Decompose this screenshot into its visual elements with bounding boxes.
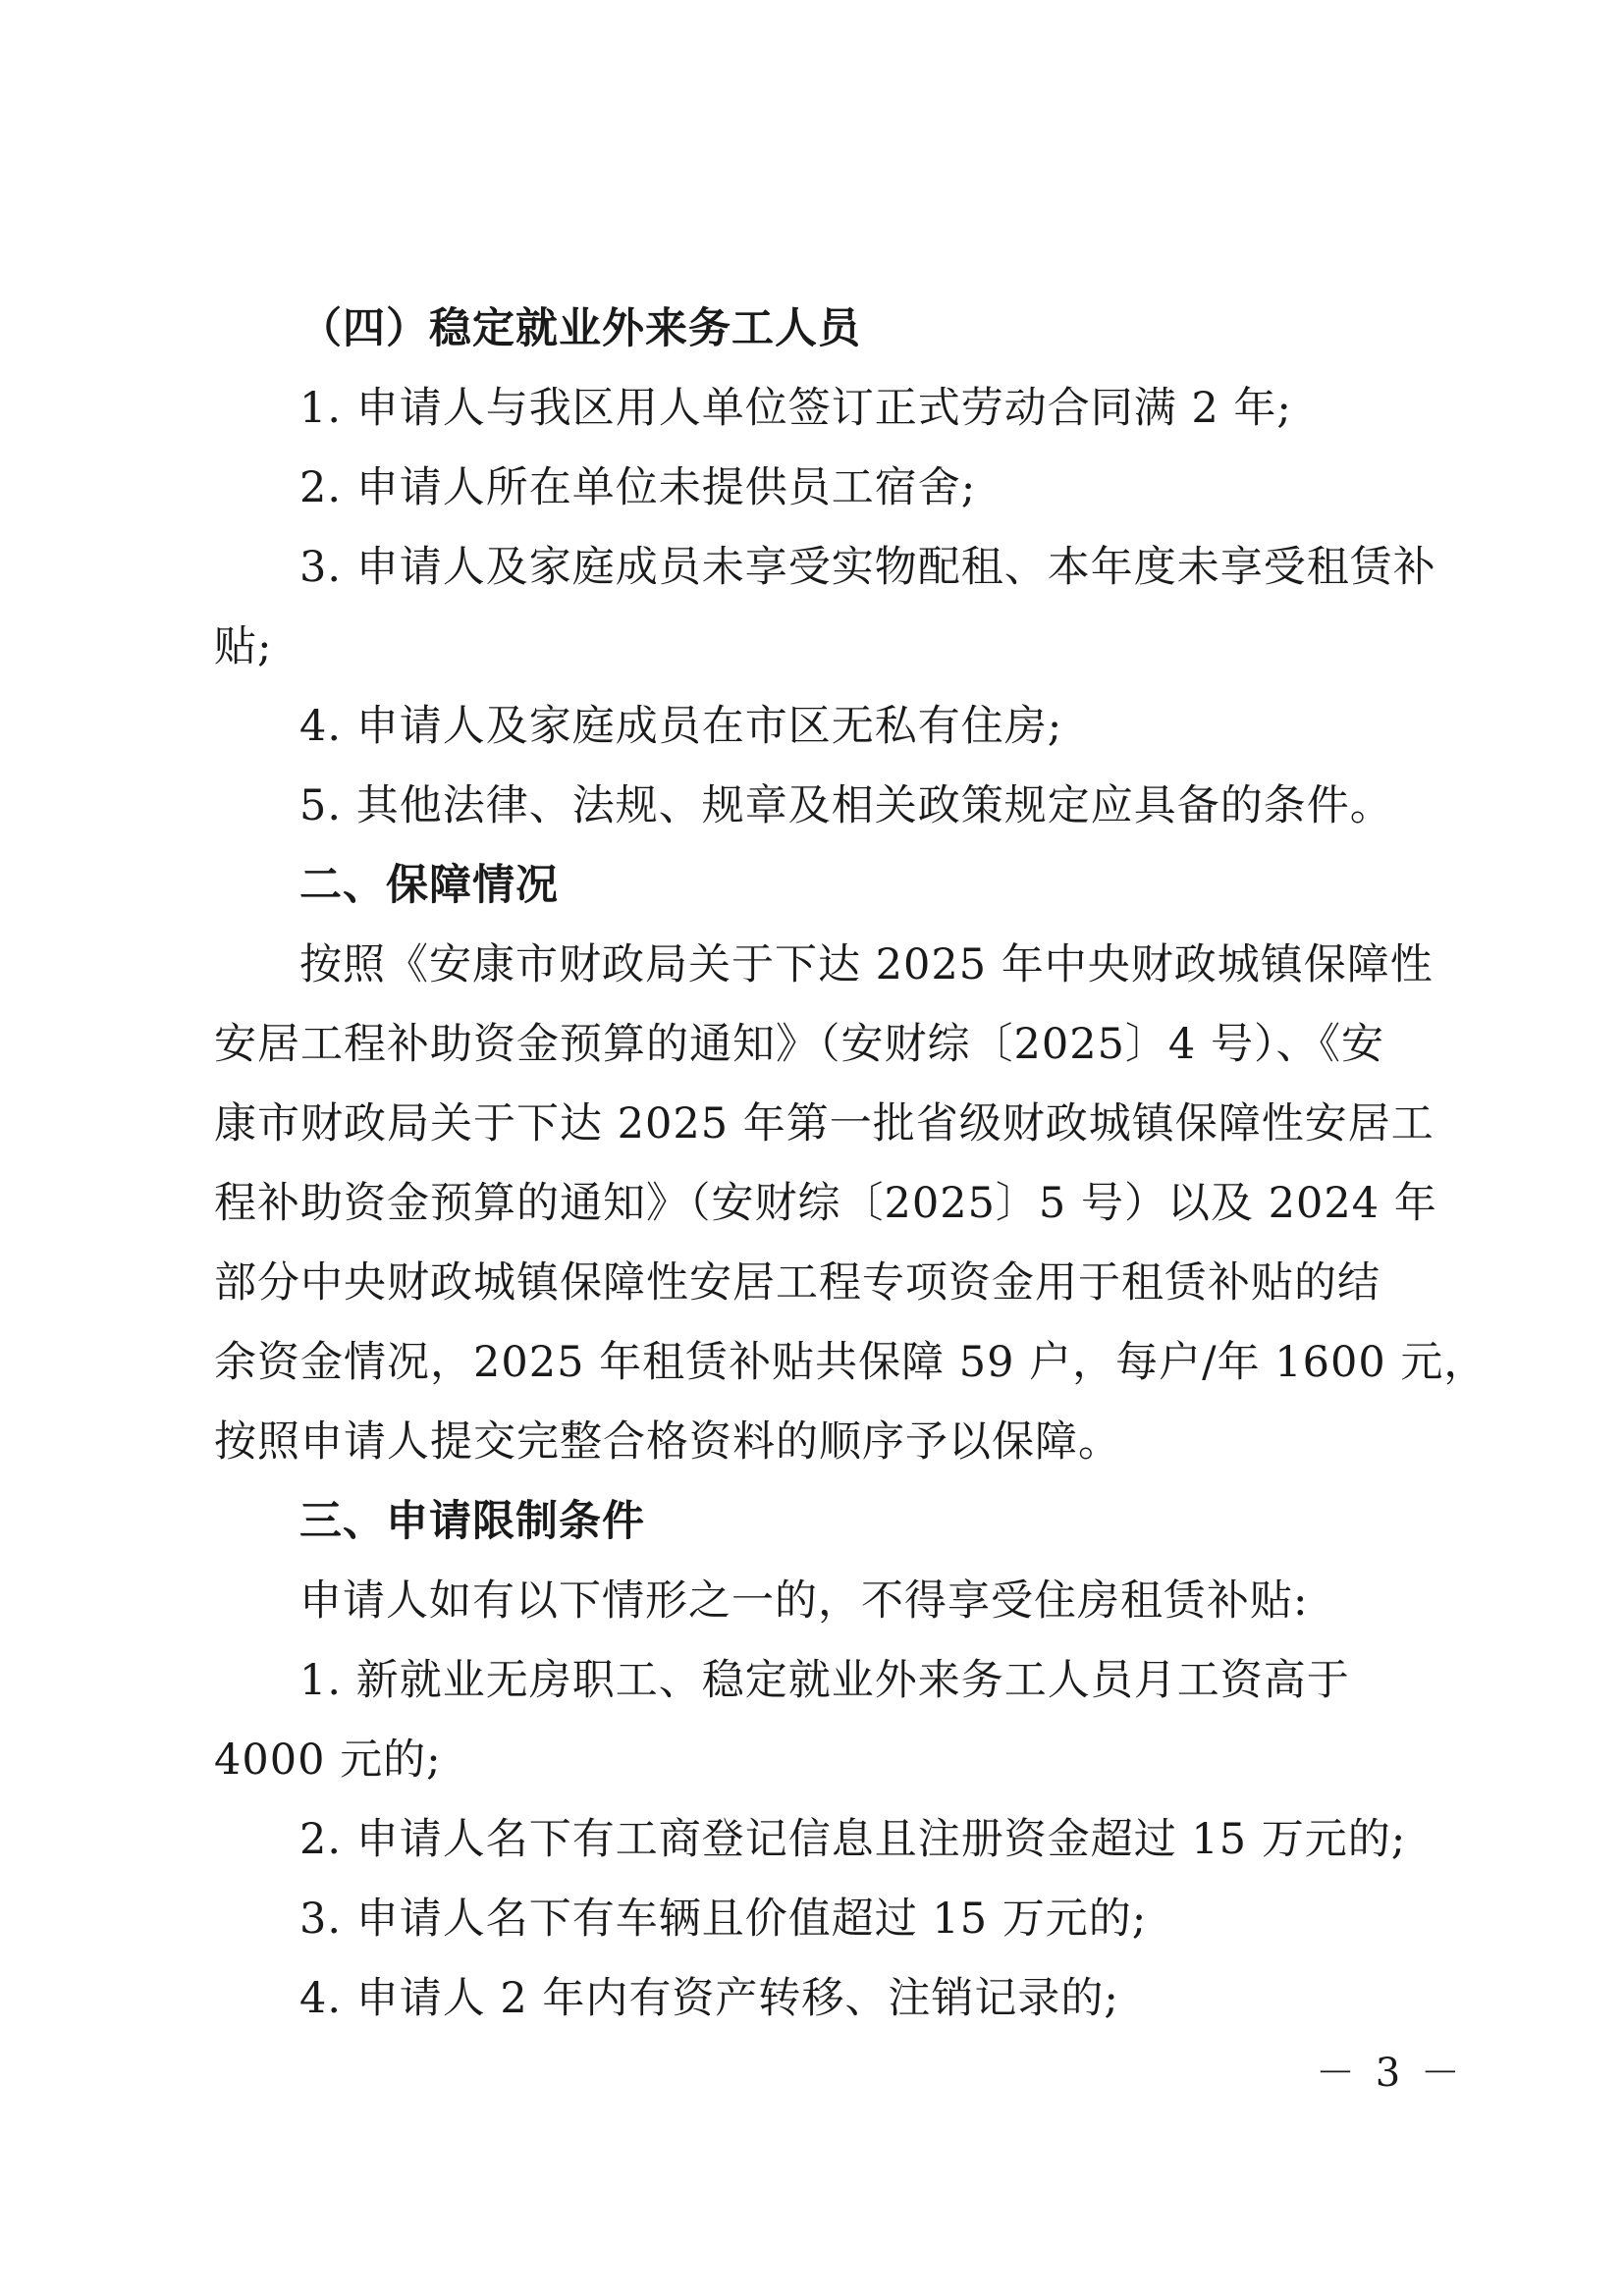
list-item: 2. 申请人所在单位未提供员工宿舍;: [299, 463, 977, 512]
list-item: 2. 申请人名下有工商登记信息且注册资金超过 15 万元的;: [299, 1815, 1407, 1864]
section-heading: 三、申请限制条件: [299, 1497, 645, 1546]
list-item: 4. 申请人及家庭成员在市区无私有住房;: [299, 702, 1063, 751]
list-item: 3. 申请人及家庭成员未享受实物配租、本年度未享受租赁补: [299, 543, 1436, 592]
paragraph-line: 按照申请人提交完整合格资料的顺序予以保障。: [214, 1417, 1121, 1467]
paragraph-line: 安居工程补助资金预算的通知》（安财综〔2025〕4 号）、《安: [214, 1020, 1384, 1069]
list-item: 1. 申请人与我区用人单位签订正式劳动合同满 2 年;: [299, 384, 1292, 433]
paragraph-line: 按照《安康市财政局关于下达 2025 年中央财政城镇保障性: [299, 940, 1434, 989]
list-item: 4. 申请人 2 年内有资产转移、注销记录的;: [299, 1974, 1119, 2023]
paragraph-line: 部分中央财政城镇保障性安居工程专项资金用于租赁补贴的结: [214, 1258, 1380, 1308]
list-item-continuation: 4000 元的;: [214, 1735, 442, 1785]
list-item: 1. 新就业无房职工、稳定就业外来务工人员月工资高于: [299, 1656, 1350, 1705]
list-item: 5. 其他法律、法规、规章及相关政策规定应具备的条件。: [299, 781, 1393, 830]
paragraph-line: 余资金情况，2025 年租赁补贴共保障 59 户，每户/年 1600 元，: [214, 1338, 1488, 1387]
list-item-continuation: 贴;: [214, 622, 273, 671]
list-item: 3. 申请人名下有车辆且价值超过 15 万元的;: [299, 1895, 1148, 1944]
paragraph-line: 程补助资金预算的通知》（安财综〔2025〕5 号）以及 2024 年: [214, 1179, 1437, 1228]
paragraph-line: 申请人如有以下情形之一的，不得享受住房租赁补贴:: [299, 1576, 1309, 1626]
subsection-heading: （四）稳定就业外来务工人员: [299, 304, 861, 353]
paragraph-line: 康市财政局关于下达 2025 年第一批省级财政城镇保障性安居工: [214, 1099, 1435, 1148]
page-number: － 3 －: [1316, 2051, 1464, 2096]
section-heading: 二、保障情况: [299, 861, 559, 910]
